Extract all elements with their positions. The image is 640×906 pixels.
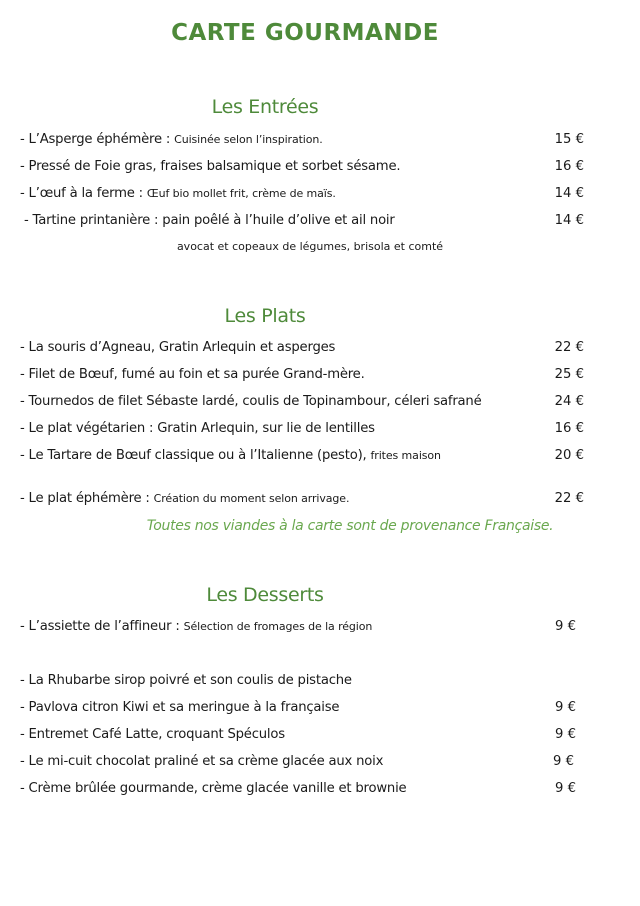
menu-item-entree-3 bbox=[20, 186, 530, 202]
item-description: frites maison bbox=[370, 449, 441, 462]
item-price: 25 € bbox=[554, 367, 584, 382]
item-price: 20 € bbox=[554, 448, 584, 463]
menu-item-plat-2 bbox=[20, 367, 530, 383]
menu-item-dessert-3 bbox=[20, 700, 530, 716]
item-price: 9 € bbox=[553, 754, 574, 769]
item-price: 16 € bbox=[554, 159, 584, 174]
section-heading-plats: Les Plats bbox=[224, 305, 306, 327]
menu-title: CARTE GOURMANDE bbox=[171, 20, 439, 46]
item-name: - Pavlova citron Kiwi et sa meringue à la française bbox=[20, 700, 340, 715]
provenance-note: Toutes nos viandes à la carte sont de provenance Française. bbox=[146, 518, 554, 534]
menu-item-dessert-4 bbox=[20, 727, 530, 743]
item-name: - Le plat végétarien : Gratin Arlequin, sur lie de lentilles bbox=[20, 421, 375, 436]
item-description: Œuf bio mollet frit, crème de maïs. bbox=[146, 187, 336, 200]
menu-item-dessert-5 bbox=[20, 754, 530, 770]
item-price: 9 € bbox=[555, 619, 576, 634]
section-heading-entrees: Les Entrées bbox=[211, 96, 319, 118]
menu-item-plat-5 bbox=[20, 448, 530, 464]
item-name: - Le Tartare de Bœuf classique ou à l’Italienne (pesto), bbox=[20, 448, 371, 463]
item-price: 14 € bbox=[554, 186, 584, 201]
item-price: 15 € bbox=[554, 132, 584, 147]
menu-item-plat-3 bbox=[20, 394, 530, 410]
item-description: Sélection de fromages de la région bbox=[183, 620, 373, 633]
item-name: - L’Asperge éphémère : bbox=[20, 132, 175, 147]
item-price: 22 € bbox=[554, 340, 584, 355]
menu-item-dessert-2 bbox=[20, 673, 530, 689]
menu-item-plat-6 bbox=[20, 491, 530, 507]
item-name: - Pressé de Foie gras, fraises balsamique et sorbet sésame. bbox=[20, 159, 401, 174]
item-name: - Tartine printanière : pain poêlé à l’huile d’olive et ail noir bbox=[24, 213, 395, 228]
item-name: - L’œuf à la ferme : bbox=[20, 186, 147, 201]
menu-item-dessert-6 bbox=[20, 781, 530, 797]
item-description: Création du moment selon arrivage. bbox=[153, 492, 350, 505]
item-subline: avocat et copeaux de légumes, brisola et comté bbox=[176, 240, 444, 253]
menu-item-entree-1 bbox=[20, 132, 530, 148]
item-price: 9 € bbox=[555, 700, 576, 715]
item-name: - La Rhubarbe sirop poivré et son coulis de pistache bbox=[20, 673, 352, 688]
item-price: 22 € bbox=[554, 491, 584, 506]
item-name: - Filet de Bœuf, fumé au foin et sa purée Grand-mère. bbox=[20, 367, 365, 382]
item-name: - Tournedos de filet Sébaste lardé, coulis de Topinambour, céleri safrané bbox=[20, 394, 482, 409]
item-price: 24 € bbox=[554, 394, 584, 409]
item-price: 14 € bbox=[554, 213, 584, 228]
item-name: - Entremet Café Latte, croquant Spéculos bbox=[20, 727, 285, 742]
menu-item-plat-1 bbox=[20, 340, 530, 356]
item-name: - Le mi-cuit chocolat praliné et sa crème glacée aux noix bbox=[20, 754, 384, 769]
item-description: Cuisinée selon l’inspiration. bbox=[174, 133, 323, 146]
item-name: - La souris d’Agneau, Gratin Arlequin et asperges bbox=[20, 340, 336, 355]
item-price: 9 € bbox=[555, 781, 576, 796]
item-name: - Le plat éphémère : bbox=[20, 491, 154, 506]
menu-item-entree-2 bbox=[20, 159, 530, 175]
menu-item-dessert-1 bbox=[20, 619, 530, 635]
section-heading-desserts: Les Desserts bbox=[206, 584, 324, 606]
item-name: - L’assiette de l’affineur : bbox=[20, 619, 184, 634]
item-price: 16 € bbox=[554, 421, 584, 436]
menu-item-entree-4 bbox=[24, 213, 534, 229]
menu-item-plat-4 bbox=[20, 421, 530, 437]
item-price: 9 € bbox=[555, 727, 576, 742]
item-name: - Crème brûlée gourmande, crème glacée vanille et brownie bbox=[20, 781, 407, 796]
